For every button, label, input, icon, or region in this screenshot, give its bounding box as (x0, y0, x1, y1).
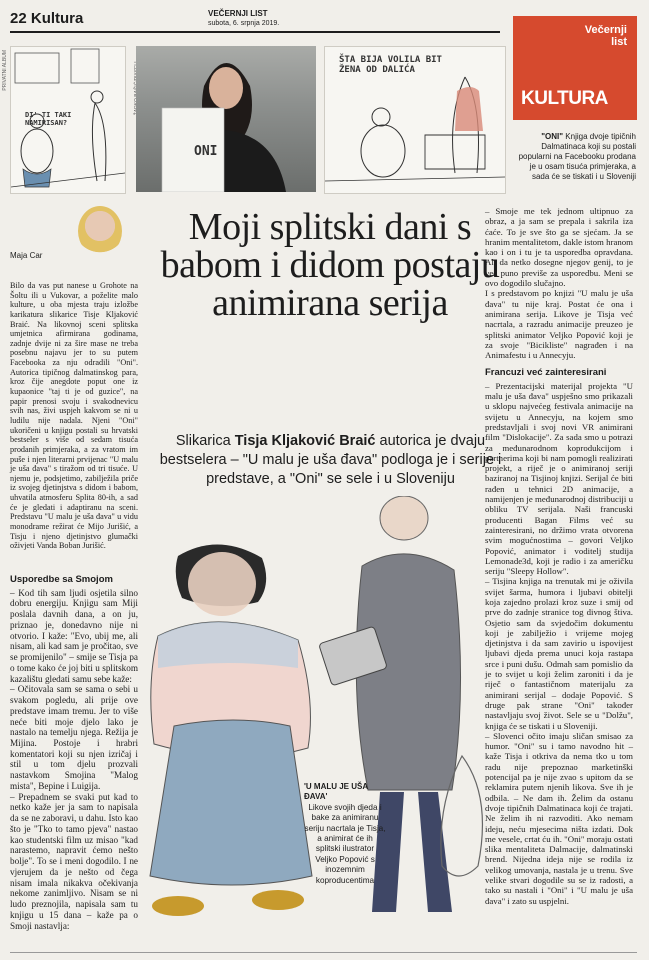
author-photo-figure (136, 46, 316, 192)
article-column-1-top (10, 281, 138, 551)
brand-name: Večernji list (584, 24, 627, 48)
publication-info (208, 9, 279, 28)
footer-rule (10, 952, 637, 953)
illustration-caption (304, 782, 386, 886)
dek-name: Tisja Kljaković Braić (234, 433, 376, 449)
subhead-usporedbe: Usporedbe sa Smojom (10, 574, 113, 585)
headline: Moji splitski dani s babom i didom postaju animirana serija (160, 206, 500, 324)
side-caption-text: Knjiga dvoje tipičnih Dalmatinaca koji su postali popularni na Facebooku prodana je u osam tisuća primjeraka, a sada će se tiskati i u Sloveniji (518, 132, 636, 181)
article-column-1-bottom (10, 569, 138, 931)
article-paragraph-7: – Prezentacijski materijal projekta "U malu je uša đava" uspješno smo prikazali u sklopu najvećeg festivala animacije na svijetu u Annecyju, na kojem smo predstavljali i svoj novi VR animirani film "Dislokacije". Za sada smo u potrazi za međunarodnom koprodukcijom i partnerima koji bi nam pomogli realizirati projekt, a riječ je o animiranoj seriji baziranoj na Tisjinoj knjizi. Serijal će biti rađen u tehnici 2D animacije, a namijenjen je međunarodnoj distribuciji u obliku TV serijala. Naši francuski producenti Bagan Films već su zainteresirani, no držimo vrata otvorena svim mogućnostima – govori Veljko Popović, animator i voditelj studija Lemonade3d, koji je radio i za američku seriju "Sleepy Hollow". (485, 380, 633, 577)
subheadline (148, 432, 513, 489)
article-paragraph-4: – Prepadnem se svaki put kad to netko kaže jer ja sam to napisala da se ne zaboravi, u dahu. Isto kao što je "Tko to tamo pjeva" nastao kao studentski film uz misao "kad narastemo, napravit ćemo nešto bolje". To se i meni dogodilo. I ne vjerujem da je nešto od čega nisam imala nikakva očekivanja nekome zanimljivo. Nisam se ni ludo preznojila, napisala sam tu knjigu u 15 dana – kaže pa o Smoji nastavlja: (10, 791, 138, 931)
author-photo (136, 46, 316, 192)
header-rule (10, 31, 500, 33)
illustration-caption-text: Likove svojih djeda i bake za animiranu seriju nacrtala je Tisja, a animirat će ih splitski ilustrator Veljko Popović s inozemnim koproducentima (304, 802, 386, 885)
side-caption-lead: "ONI" (541, 132, 564, 141)
page-header (10, 10, 83, 27)
article-paragraph-8: – Tisjina knjiga na trenutak mi je oživila svijet šarma, humora i ljubavi obitelji koja zajedno prolazi kroz suze i smij od prve do zadnje stranice tog divnog štiva. Osjetio sam da svjedočim dokumentu koji je zabilježio i vrijeme mojeg djetinjstva i da sam zavirio u ispovijest ljubavi djeda prema unuci koja rastapa srce i puni dušu. Odmah sam pomislio da je to svijet u koji želim zaroniti i da je riječ o fantastičnom materijalu za animirani serijal – dodaje Popović. S druge pak strane "Oni" također nastavljaju svoj život. Sele se u "Dolžu", knjiga će se tiskati i u Sloveniji. (485, 576, 633, 731)
brand-section: KULTURA (521, 88, 608, 109)
photo-credit-left: PRIVATNI ALBUM (2, 50, 8, 91)
publication-name: VEČERNJI LIST (208, 9, 268, 18)
brand-box (513, 16, 637, 120)
author-avatar (78, 206, 122, 256)
book-title: ONI (194, 144, 218, 159)
speech-bubble-left: DI' TI TAKI NAMIRISAN? (25, 111, 72, 127)
comic-panel-right (324, 46, 506, 194)
article-paragraph-9: – Slovenci očito imaju sličan smisao za humor. "Oni" su i tamo navodno hit – kaže Tisja i otkriva da nema tko u tom radu nije prepoznao marketinški potencijal pa je nije zvao s upitom da se reklamira putem njenih likova. Sve ih je odbila. – Ne dam ih. Želim da ostanu dvoje tipičnih Dalmatinaca koji će trajati. Ne želim ih ni razvoditi. Ako nemam ideju, neću mjesecima ništa izdati. Dok me vesele, crtat ću ih. "Oni" moraju ostati slika mentaliteta Dalmacije, dalmatinski brend. Nijedna ideja nije se rodila iz velikog umovanja, nastala je u trenu. Sve velike stvari dogodile su se iz radosti, a tako su nastali i "Oni" i "U malu je uša đava" i zato su uspjelni. (485, 730, 633, 906)
subhead-francuzi: Francuzi već zainteresirani (485, 367, 607, 379)
author-name: Maja Car (10, 251, 43, 260)
publication-date: subota, 6. srpnja 2019. (208, 20, 280, 27)
dek-after: autorica je dvaju bestselera – "U malu je uša đava" podloga je i serije i predstave, a "Oni" se sele i u Sloveniju (159, 433, 502, 487)
article-column-2 (485, 206, 633, 906)
illustration-caption-title: 'U MALU JE UŠA ĐAVA' (304, 782, 368, 802)
section-label: Kultura (30, 10, 84, 27)
article-intro: Bilo da vas put nanese u Grohote na Šoltu ili u Vukovar, a poželite malo kulture, u oba mjesta traju izložbe karikatura slikarice Tisje Kljaković Braić. Na likovnoj sceni splitska umjetnica afirmirana godinama, zadnje dvije ni za šire mase ne treba posebnu najavu jer to su putem Facebooka za nju odradili "Oni". Autorica tipičnog dalmatinskog para, kroz čije anegdote poput one iz kupaonice "taj ti je od guzice", na papir prenosi svoju i svakodnevicu svih nas, živi uspjeh kakvom se ni u ludilu nije nadala. Njeni "Oni" ukoričeni u knjigu postali su hrvatski bestseler s više od sedam tisuća prodanih primjeraka, a za vratom im puše i njen literarni prvijenac "U malu je uša đava" s tiražom od tri tisuće. U njemu je, podsjetimo, zabilježila priče iz svojeg djetinjstva s didom i babom, uhvatila atmosferu Splita 80-ih, a sad će je gledati i adaptiranu na sceni. Predstavu "U malu je uša đava" u vidu monodrame režirat će Mijo Jurišić, a Tisju i njeno djetinjstvo glumački oživjeti Vanda Boban Jurišić. (10, 281, 138, 551)
article-paragraph-6: I s predstavom po knjizi "U malu je uša đava" tu nije kraj. Postat će ona i animirana serija. Likove je Tisja već nacrtala, a razradu animacije preuzeo je splitski animator Veljko Popović koji je za svoje "Bicikliste" nagrađen i na Animafestu i u Annecyju. (485, 288, 633, 361)
article-paragraph-3: – Očitovala sam se sama o sebi u svakom pogledu, ali prije ove predstave imam tremu. Jer to više neće biti moje djelo lako je nastalo na temelju njega. Režija je Mijina. Postoje i hrabri komentatori koji su njen izričaj i stil u tom djelu prozvali nastavkom Smojina "Malog mista", Bepine i Luigija. (10, 684, 138, 791)
page-number: 22 (10, 10, 27, 27)
side-caption (518, 132, 636, 182)
dek-before: Slikarica (175, 433, 235, 449)
speech-bubble-right: ŠTA BIJA VOLILA BIT ŽENA OD DALIĆA (339, 55, 442, 75)
comic-panel-left (10, 46, 126, 194)
article-paragraph-5: – Smoje me tek jednom ultipnuo za obraz, a ja sam se prepala i sakrila iza ćaće. To je sve što ga se sjećam. Ja se hranim mentalitetom, dakle istom hranom kao i on i tu je ta usporedba opravdana. Ali da netko dosegne njegov genij, to je već puno previše za usporedbu. Meni se ovo dogodilo slučajno. (485, 206, 633, 289)
article-paragraph-2: – Kod tih sam ljudi osjetila silno dobru energiju. Knjigu sam Miji poslala davnih dana, a on ju, priznao je, donedavno nije ni otvorio. I kaže: "Evo, ubij me, ali nisam, ali kad sam je pročitao, sve se promijenilo" – smije se Tisja pa o tome kako će joj biti u splitskom kazalištu gledati samu sebe kaže: (10, 587, 138, 684)
